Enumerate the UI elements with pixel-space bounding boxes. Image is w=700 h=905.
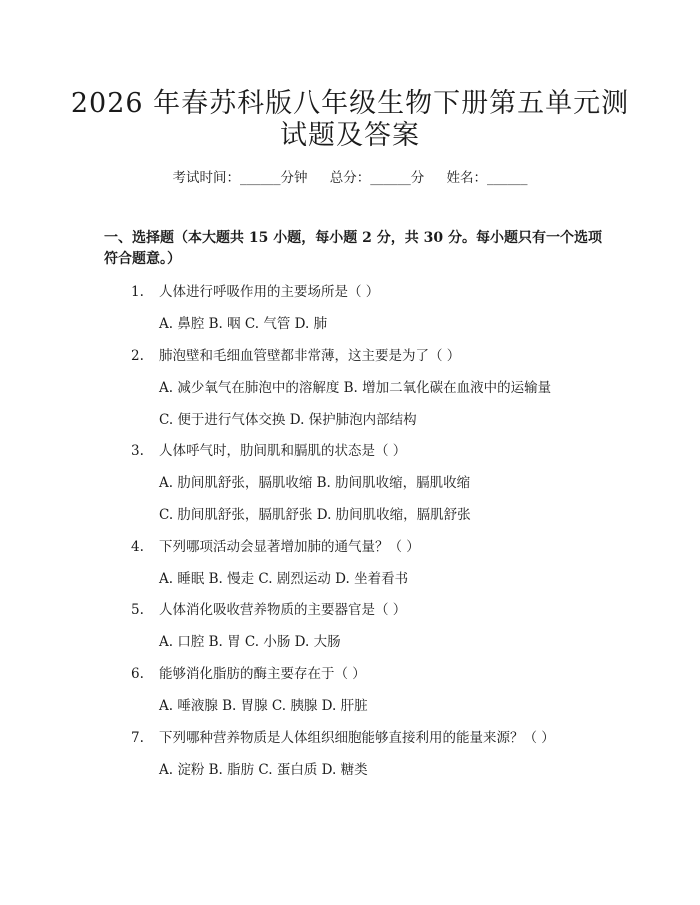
question-options: A. 肋间肌舒张，膈肌收缩 B. 肋间肌收缩，膈肌收缩 [159,475,471,491]
question-item [131,282,379,302]
question-options: A. 淀粉 B. 脂肪 C. 蛋白质 D. 糖类 [159,762,368,778]
question-number: 7. [131,730,144,746]
question-options: A. 唾液腺 B. 胃腺 C. 胰腺 D. 肝脏 [159,698,368,714]
question-options: A. 鼻腔 B. 咽 C. 气管 D. 肺 [159,316,328,332]
question-number: 4. [131,539,144,555]
question-text: 肺泡壁和毛细血管壁都非常薄，这主要是为了（ ） [159,348,461,364]
question-item [131,600,406,620]
question-item [131,346,460,366]
document-title-line-2: 试题及答案 [280,120,420,151]
question-options: C. 便于进行气体交换 D. 保护肺泡内部结构 [159,412,417,428]
question-item [131,664,366,684]
question-number: 6. [131,666,144,682]
question-item [131,441,406,461]
question-number: 3. [131,443,144,459]
question-item [131,537,420,557]
student-name-field: 姓名：______ [446,170,528,186]
document-title-line-1: 2026 年春苏科版八年级生物下册第五单元测 [70,88,630,119]
question-text: 人体进行呼吸作用的主要场所是（ ） [159,284,380,300]
question-text: 下列哪项活动会显著增加肺的通气量？（ ） [159,539,420,555]
exam-meta-row [0,168,700,188]
question-options: C. 肋间肌舒张，膈肌舒张 D. 肋间肌收缩，膈肌舒张 [159,507,471,523]
question-number: 1. [131,284,144,300]
section-1-heading: 一、选择题（本大题共 15 小题，每小题 2 分，共 30 分。每小题只有一个选项符合题意。） [104,230,602,267]
total-score-field: 总分：______分 [329,170,425,186]
question-number: 5. [131,602,144,618]
exam-time-field: 考试时间：______分钟 [172,170,308,186]
question-options: A. 口腔 B. 胃 C. 小肠 D. 大肠 [159,634,341,650]
question-item [131,728,555,748]
question-text: 能够消化脂肪的酶主要存在于（ ） [159,666,366,682]
question-options: A. 睡眠 B. 慢走 C. 剧烈运动 D. 坐着看书 [159,571,409,587]
question-text: 人体呼气时，肋间肌和膈肌的状态是（ ） [159,443,407,459]
question-options: A. 减少氧气在肺泡中的溶解度 B. 增加二氧化碳在血液中的运输量 [159,380,552,396]
question-text: 下列哪种营养物质是人体组织细胞能够直接利用的能量来源？（ ） [159,730,555,746]
question-text: 人体消化吸收营养物质的主要器官是（ ） [159,602,407,618]
question-number: 2. [131,348,144,364]
